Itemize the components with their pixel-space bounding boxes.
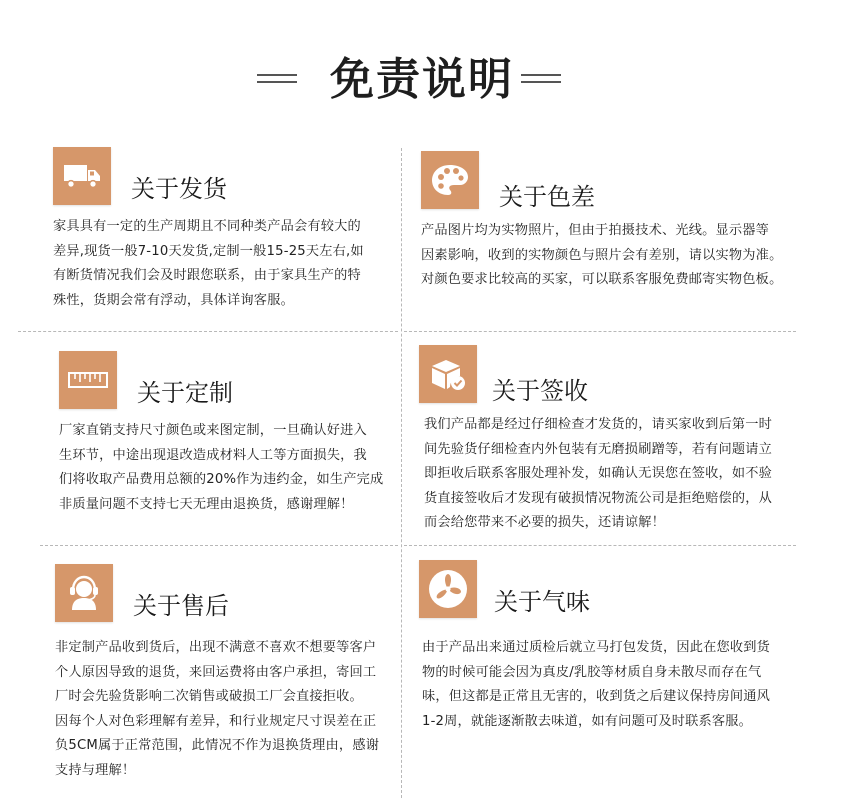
- section-text: 家具具有一定的生产周期且不同种类产品会有较大的 差异,现货一般7-10天发货,定制一般15-25天左右,如 有断货情况我们会及时跟您联系，由于家具生产的特 殊性，货期会常有浮动，具体详询客服。: [53, 219, 364, 308]
- section-text: 非定制产品收到货后，出现不满意不喜欢不想要等客户 个人原因导致的退货，来回运费将由客户承担，寄回工 厂时会先验货影响二次销售或破损工厂会直接拒收。 因每个人对色彩理解有差异，和行业规定尺寸误差在正 负5CM属于正常范围，此情况不作为退换货理由，感谢 支持与理解！: [55, 640, 380, 778]
- page-header: [0, 50, 844, 110]
- fan-icon: [419, 560, 477, 618]
- section-title: 关于发货: [131, 175, 227, 203]
- section-title: 关于售后: [133, 592, 229, 620]
- vertical-divider: [401, 148, 402, 798]
- section-title: 关于签收: [492, 377, 588, 405]
- section-text: 厂家直销支持尺寸颜色或来图定制，一旦确认好进入 生环节，中途出现退改造成材料人工等方面损失，我 们将收取产品费用总额的20%作为违约金，如生产完成 非质量问题不支持七天无理由退换货，感谢理解！: [59, 423, 384, 512]
- section-text: 产品图片均为实物照片，但由于拍摄技术、光线。显示器等 因素影响，收到的实物颜色与照片会有差别，请以实物为准。 对颜色要求比较高的买家，可以联系客服免费邮寄实物色板。: [421, 223, 783, 287]
- title-decoration-right: [521, 74, 561, 88]
- package-check-icon: [419, 345, 477, 403]
- page-title: 免责说明: [330, 54, 514, 105]
- section-text: 我们产品都是经过仔细检查才发货的，请买家收到后第一时 间先验货仔细检查内外包装有无磨损刷蹭等，若有问题请立 即拒收后联系客服处理补发，如确认无误您在签收，如不验 货直接签收后才发现有破损情况物流公司是拒绝赔偿的，从 而会给您带来不必要的损失，还请谅解！: [424, 417, 773, 530]
- section-title: 关于色差: [499, 183, 595, 211]
- divider-right-2: [404, 545, 796, 546]
- divider-left-1: [18, 331, 398, 332]
- divider-left-2: [40, 545, 398, 546]
- palette-icon: [421, 151, 479, 209]
- truck-icon: [53, 147, 111, 205]
- section-title: 关于气味: [494, 588, 590, 616]
- headset-agent-icon: [55, 564, 113, 622]
- ruler-icon: [59, 351, 117, 409]
- section-title: 关于定制: [137, 379, 233, 407]
- section-text: 由于产品出来通过质检后就立马打包发货，因此在您收到货 物的时候可能会因为真皮/乳胶等材质自身未散尽而存在气 味，但这都是正常且无害的，收到货之后建议保持房间通风 1-2周，就能逐渐散去味道，如有问题可及时联系客服。: [422, 640, 771, 729]
- divider-right-1: [404, 331, 796, 332]
